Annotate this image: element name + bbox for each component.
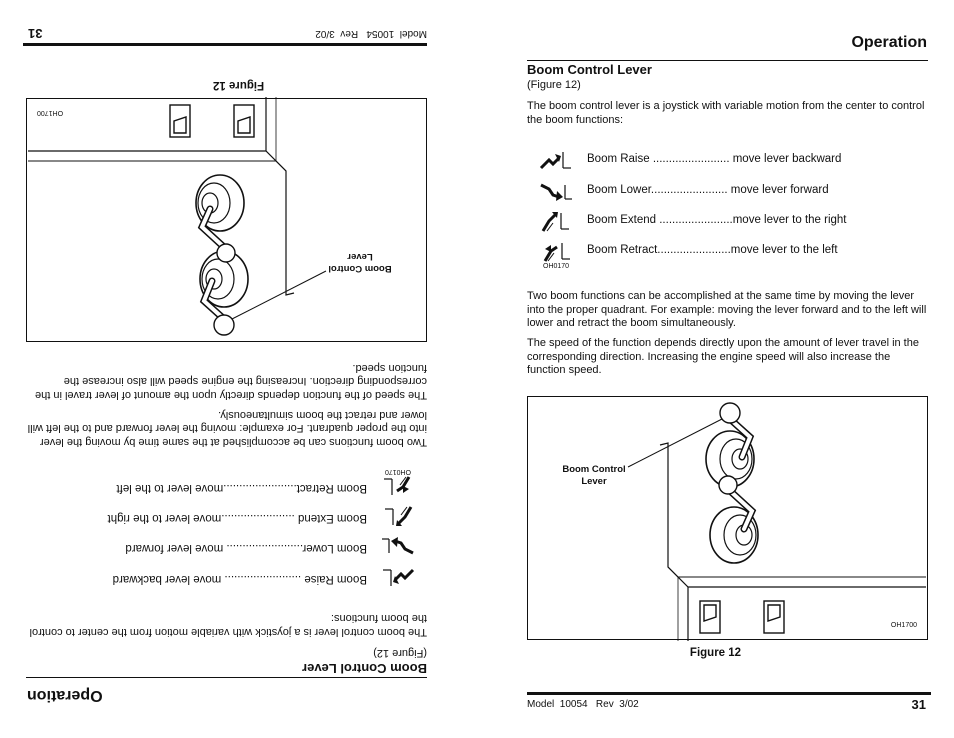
boom-control-lever-illustration	[528, 397, 929, 641]
page-title: Operation	[851, 34, 927, 51]
function-row	[539, 179, 919, 203]
figure-caption: Figure 12	[689, 647, 742, 659]
function-row	[539, 209, 919, 233]
function-text: Boom Lower........................ move lever forward	[125, 542, 367, 554]
page-number: 31	[911, 697, 926, 712]
function-speed-paragraph: The speed of the function depends directly upon the amount of lever travel in the corresponding direction. Increasing the engine speed will also increase the function speed.	[527, 337, 919, 376]
figure-callout: Boom Control Lever	[328, 251, 392, 274]
right-page	[477, 0, 954, 738]
function-text: Boom Retract.......................move lever to the left	[116, 482, 367, 494]
boom-extend-icon	[539, 209, 573, 233]
section-heading: Boom Control Lever	[527, 62, 652, 77]
function-text: Boom Lower........................ move lever forward	[587, 184, 829, 196]
function-row	[35, 566, 415, 590]
function-row	[35, 535, 415, 559]
icon-code: OH0170	[384, 468, 411, 475]
figure-code: OH1700	[890, 622, 917, 629]
function-row	[35, 475, 415, 499]
title-rule	[26, 677, 427, 678]
title-rule	[527, 60, 928, 61]
boom-retract-icon	[381, 475, 415, 499]
page-title: Operation	[27, 687, 103, 704]
function-row	[35, 505, 415, 529]
figure-box	[527, 396, 928, 640]
footer-rule	[23, 43, 427, 46]
figure-caption: Figure 12	[212, 79, 265, 91]
boom-raise-icon	[539, 148, 573, 172]
boom-extend-icon	[381, 505, 415, 529]
boom-lower-icon	[381, 535, 415, 559]
function-text: Boom Retract.......................move lever to the left	[587, 244, 838, 256]
function-text: Boom Raise ........................ move lever backward	[587, 153, 842, 165]
function-text: Boom Extend .......................move lever to the right	[107, 512, 367, 524]
function-row	[539, 239, 919, 263]
simultaneous-functions-paragraph: Two boom functions can be accomplished at the same time by moving the lever into the proper quadrant. For example: moving the lever forward and to the left will lower and retract the boom simultaneously.	[27, 409, 427, 448]
icon-code: OH0170	[543, 263, 570, 270]
footer-model: Model 10054 Rev 3/02	[527, 699, 639, 710]
section-heading: Boom Control Lever	[302, 661, 427, 676]
function-speed-paragraph: The speed of the function depends directly upon the amount of lever travel in the corresponding direction. Increasing the engine speed will also increase the function speed.	[35, 362, 427, 401]
figure-reference: (Figure 12)	[527, 79, 581, 91]
function-text: Boom Raise ........................ move lever backward	[112, 573, 367, 585]
boom-raise-icon	[381, 566, 415, 590]
boom-retract-icon	[539, 239, 573, 263]
figure-code: OH1700	[37, 109, 64, 116]
page-number: 31	[28, 26, 43, 41]
figure-box	[26, 98, 427, 342]
figure-callout: Boom Control Lever	[562, 464, 626, 487]
simultaneous-functions-paragraph: Two boom functions can be accomplished at the same time by moving the lever into the proper quadrant. For example: moving the lever forward and to the left will lower and retract the boom simultaneously.	[527, 290, 927, 329]
footer-rule	[527, 692, 931, 695]
footer-model: Model 10054 Rev 3/02	[315, 28, 427, 39]
intro-paragraph: The boom control lever is a joystick with variable motion from the center to control the boom functions:	[527, 100, 925, 126]
function-text: Boom Extend .......................move lever to the right	[587, 214, 847, 226]
figure-reference: (Figure 12)	[373, 647, 427, 659]
boom-lower-icon	[539, 179, 573, 203]
function-row	[539, 148, 919, 172]
boom-control-lever-illustration	[25, 97, 426, 341]
intro-paragraph: The boom control lever is a joystick with variable motion from the center to control the boom functions:	[29, 612, 427, 638]
